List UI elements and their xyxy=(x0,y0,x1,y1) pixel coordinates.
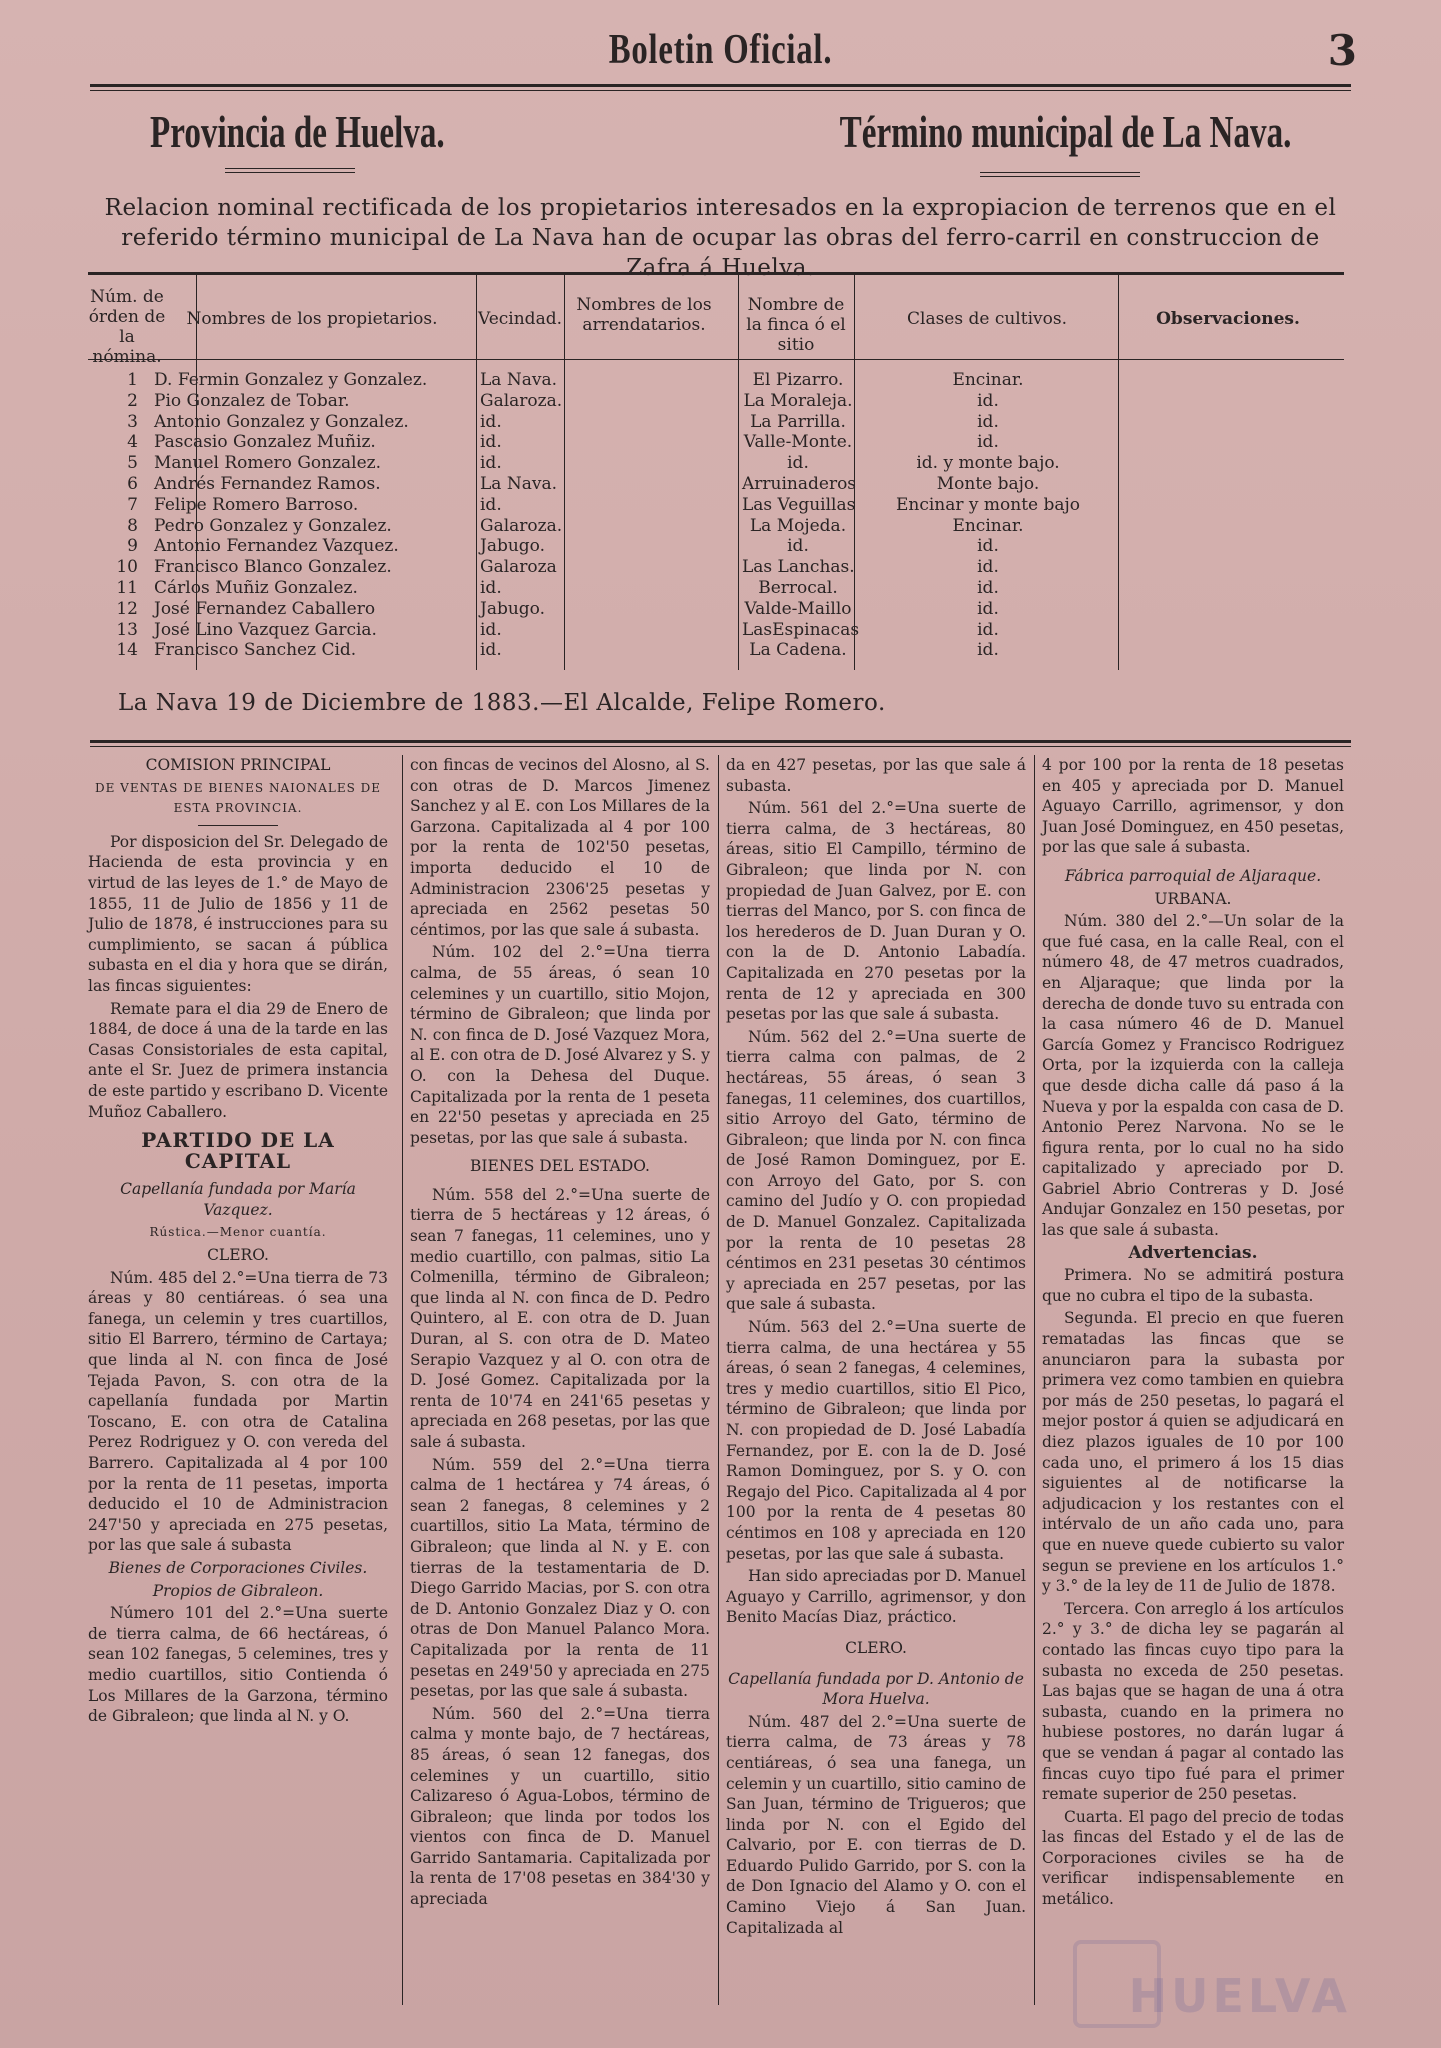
paragraph: con fincas de vecinos del Alosno, al S. con otras de D. Marcos Jimenez Sanchez y al E. con Los Millares de la Garzona. Capitalizada al 4 por 100 por la renta de 102'50 pesetas, importa deducido el 10 de Administracion 2306'25 pesetas y apreciada en 2562 pesetas 50 céntimos, por las que sale á subasta. xyxy=(410,756,710,939)
table-cell: Encinar y monte bajo xyxy=(895,494,1081,515)
subsection-heading: Bienes de Corporaciones Civiles. xyxy=(108,1558,368,1577)
table-cell: id. xyxy=(480,494,502,515)
paragraph: Remate para el dia 29 de Enero de 1884, de doce á una de la tarde en las Casas Consistoriales de esta capital, ante el Sr. Juez de primera instancia de este partido y escribano D. Vicente Muñoz Caballero. xyxy=(88,999,388,1121)
section-heading: PARTIDO DE LA CAPITAL xyxy=(141,1128,335,1173)
table-cell: Andrés Fernandez Ramos. xyxy=(154,474,381,494)
paragraph: Segunda. El precio en que fueren rematadas las fincas que se anunciaron para la subasta por primera vez como tambien en quiebra por más de 250 pesetas, lo pagará el mejor postor á quien se adjudicará en diez plazos iguales de 10 por 100 cada uno, el primero á los 15 dias siguientes al de notificarse la adjudicacion y los restantes con el intérvalo de un año cada uno, para que en nueve quede cubierto su valor segun se previene en los artículos 1.° y 3.° de la ley de 11 de Julio de 1878. xyxy=(1042,1309,1344,1596)
ornament-rule-left xyxy=(225,168,355,173)
table-cell: Pedro Gonzalez y Gonzalez. xyxy=(154,515,392,536)
table-header xyxy=(88,272,1344,367)
paragraph: Número 101 del 2.°=Una suerte de tierra calma, de 66 hectáreas, ó sean 102 fanegas, 5 celemines, tres y medio cuartillos, sitio Contienda ó Los Millares de la Garzona, término de Gibraleon; que linda al N. y O. xyxy=(88,1604,388,1726)
owners-table xyxy=(88,272,1344,680)
subsection-heading: Propios de Gibraleon. xyxy=(152,1581,324,1600)
archive-watermark: HUELVA xyxy=(1128,1969,1351,2023)
table-cell: La Nava. xyxy=(480,474,557,494)
paragraph: da en 427 pesetas, por las que sale á subasta. xyxy=(726,756,1026,795)
table-cell xyxy=(568,516,728,536)
table-cell: Jabugo. xyxy=(480,598,546,619)
column-2 xyxy=(410,755,710,2005)
table-cell xyxy=(568,495,728,515)
subsection-heading: Rústica.—Menor cuantía. xyxy=(149,1225,327,1240)
section-rule xyxy=(90,740,1351,747)
paragraph: Núm. 102 del 2.°=Una tierra calma, de 55 áreas, ó sean 10 celemines y un cuartillo, sitio Mojon, término de Gibraleon; que linda por N. con finca de D. José Vazquez Mora, al E. con otra de D. José Alvarez y S. y O. con la Dehesa del Duque. Capitalizada por la renta de 1 peseta en 22'50 pesetas y apreciada en 25 pesetas, por las que sale á subasta. xyxy=(410,943,710,1147)
table-cell: José Fernandez Caballero xyxy=(154,598,376,619)
table-cell xyxy=(568,474,728,494)
table-cell: Manuel Romero Gonzalez. xyxy=(154,453,382,474)
table-cell: D. Fermin Gonzalez y Gonzalez. xyxy=(154,370,428,390)
table-cell: La Parrilla. xyxy=(750,411,846,432)
column-4 xyxy=(1042,755,1344,2005)
page-header xyxy=(90,22,1357,80)
col-header-tenants: Nombres de los arrendatarios. xyxy=(576,295,712,335)
table-cell: id. xyxy=(977,390,999,411)
table-cell: id. xyxy=(480,453,502,474)
table-cell xyxy=(568,599,728,619)
subsection-heading: BIENES DEL ESTADO. xyxy=(470,1157,650,1176)
table-cell: La Moraleja. xyxy=(743,390,853,411)
subsection-heading: Capellanía fundada por D. Antonio de Mora Huelva. xyxy=(728,1669,1024,1709)
table-cell: Pio Gonzalez de Tobar. xyxy=(154,390,350,411)
paragraph: Núm. 558 del 2.°=Una suerte de tierra de 5 hectáreas y 12 áreas, ó sean 7 fanegas, 11 celemines, uno y medio cuartillo, con palmas, sitio La Colmenilla, término de Gibraleon; que linda al N. con finca de D. Pedro Quintero, al E. con otra de D. Juan Duran, al S. con otra de D. Mateo Serapio Vazquez y al O. con otra de D. José Gomez. Capitalizada por la renta de 10'74 en 241'65 pesetas y apreciada en 268 pesetas, por las que sale á subasta. xyxy=(410,1185,710,1451)
municipality-heading: Término municipal de La Nava. xyxy=(839,106,1291,157)
paragraph: Núm. 485 del 2.°=Una tierra de 73 áreas y 80 centiáreas. ó sea una fanega, un celemin y tres cuartillos, sitio El Barrero, término de Cartaya; que linda al N. con finca de José Tejada Pavon, S. con otra de la capellanía fundada por Martin Toscano, E. con otra de Catalina Perez Rodriguez y O. con vereda del Barrero. Capitalizada al 4 por 100 por la renta de 11 pesetas, importa deducido el 10 de Administracion 247'50 y apreciada en 275 pesetas, por las que sale á subasta xyxy=(88,1268,388,1555)
subsection-heading: CLERO. xyxy=(207,1246,269,1265)
table-cell: La Mojeda. xyxy=(749,515,847,536)
table-cell xyxy=(568,620,728,640)
table-cell: id. xyxy=(977,598,999,619)
table-cell: El Pizarro. xyxy=(752,370,844,390)
table-cell: 3 xyxy=(127,411,138,432)
paragraph: 4 por 100 por la renta de 18 pesetas en 405 y apreciada por D. Manuel Aguayo Carrillo, agrimensor, y don Juan José Dominguez, en 450 pesetas, por las que sale á subasta. xyxy=(1042,756,1344,857)
col-header-owners: Nombres de los propietarios. xyxy=(186,309,438,329)
table-cell: Jabugo. xyxy=(480,536,546,557)
table-cell: 11 xyxy=(116,578,138,598)
col-header-crops: Clases de cultivos. xyxy=(907,309,1067,329)
paragraph: Núm. 563 del 2.°=Una suerte de tierra calma, de una hectárea y 55 áreas, ó sean 2 fanegas, 4 celemines, tres y medio cuartillos, sitio El Pico, término de Gibraleon; que linda por N. con propiedad de D. José Labadía Fernandez, por E. con la de D. José Ramon Dominguez, por S. y O. con Regajo del Pico. Capitalizada al 4 por 100 por la renta de 4 pesetas 80 céntimos en 108 y apreciada en 120 pesetas, por las que sale á subasta. xyxy=(726,1318,1026,1563)
paragraph: Primera. No se admitirá postura que no cubra el tipo de la subasta. xyxy=(1042,1266,1344,1305)
table-cell: 14 xyxy=(116,640,138,661)
table-cell xyxy=(568,370,728,390)
subsection-heading: URBANA. xyxy=(1154,889,1232,908)
table-cell: id. xyxy=(977,536,999,557)
table-cell: 13 xyxy=(116,619,138,640)
subsection-heading: CLERO. xyxy=(845,1638,907,1657)
province-heading: Provincia de Huelva. xyxy=(150,106,445,157)
table-cell: id. xyxy=(977,578,999,598)
table-cell: id. xyxy=(787,536,809,557)
table-cell: Las Lanchas. xyxy=(742,557,855,578)
table-cell xyxy=(568,578,728,598)
col-header-residence: Vecindad. xyxy=(478,309,562,329)
table-cell: id. xyxy=(480,432,502,453)
column-1 xyxy=(88,755,388,2005)
table-cell: Encinar. xyxy=(952,515,1024,536)
publication-title: Boletin Oficial. xyxy=(608,27,833,73)
paragraph: Núm. 560 del 2.°=Una tierra calma y monte bajo, de 7 hectáreas, 85 áreas, ó sean 12 fanegas, dos celemines y un cuartillo, sitio Calizareso ó Agua-Lobos, término de Gibraleon; que linda por todos los vientos con finca de D. Manuel Garrido Santamaria. Capitalizada por la renta de 17'08 pesetas en 384'30 y apreciada xyxy=(410,1704,710,1909)
signature-line: La Nava 19 de Diciembre de 1883.—El Alcalde, Felipe Romero. xyxy=(118,690,886,716)
col-header-observations: Observaciones. xyxy=(1156,309,1300,329)
subsection-heading: Capellanía fundada por María Vazquez. xyxy=(120,1180,356,1219)
table-cell xyxy=(568,432,728,452)
table-cell: 5 xyxy=(127,453,138,474)
table-cell: 2 xyxy=(127,390,138,411)
subsection-heading: Fábrica parroquial de Aljaraque. xyxy=(1064,866,1322,885)
col-header-number: Núm. de órden de la nómina. xyxy=(88,287,166,367)
table-cell: id. xyxy=(977,640,999,661)
paragraph: Cuarta. El pago del precio de todas las fincas del Estado y el de las de Corporaciones civiles se ha de verificar indispensablemente en metálico. xyxy=(1042,1807,1344,1909)
table-cell: 8 xyxy=(127,515,138,536)
paragraph: Núm. 562 del 2.°=Una suerte de tierra calma con palmas, de 2 hectáreas, 55 áreas, ó sean 3 fanegas, 11 celemines, dos cuartillos, sitio Arroyo del Gato, término de Gibraleon; que linda por N. con finca de José Ramon Dominguez, por E. con Arroyo del Gato, por S. con camino del Judío y O. con propiedad de D. Manuel Gonzalez. Capitalizada por la renta de 10 pesetas 28 céntimos en 231 pesetas 30 céntimos y apreciada en 257 pesetas, por las que sale á subasta. xyxy=(726,1027,1026,1314)
table-cell: Valle-Monte. xyxy=(743,432,853,453)
table-body xyxy=(88,360,1344,680)
table-cell: Encinar. xyxy=(952,370,1024,390)
table-cell: 7 xyxy=(127,494,138,515)
table-cell: Galaroza. xyxy=(480,515,563,536)
table-cell xyxy=(568,453,728,473)
paragraph: Tercera. Con arreglo á los artículos 2.° y 3.° de dicha ley se pagarán al contado las fincas cuyo tipo para la subasta no exceda de 250 pesetas. Las bajas que se hagan de una á otra subasta, cuando en la primera no hubiese postores, no darán lugar á que se vendan á pagar al contado las fincas cuyo tipo fué para el primer remate superior de 250 pesetas. xyxy=(1042,1599,1344,1804)
ornament-rule-right xyxy=(980,172,1140,177)
intro-paragraph: Relacion nominal rectificada de los propietarios interesados en la expropiacion de terrenos que en el referido término municipal de La Nava han de ocupar las obras del ferro-carril en construccion de Zafra á Huelva. xyxy=(104,195,1337,281)
table-cell: id. xyxy=(480,640,502,661)
table-cell: id. xyxy=(977,432,999,453)
table-cell: id. xyxy=(480,619,502,640)
col-header-estate: Nombre de la finca ó el sitio xyxy=(746,295,846,355)
column-3 xyxy=(726,755,1026,2005)
table-cell: 9 xyxy=(127,536,138,557)
table-cell: Las Veguillas xyxy=(742,494,856,515)
table-cell: id. xyxy=(480,578,502,598)
table-cell: La Nava. xyxy=(480,370,557,390)
table-cell: Antonio Fernandez Vazquez. xyxy=(154,536,399,557)
table-cell: Francisco Sanchez Cid. xyxy=(154,640,357,661)
table-cell: La Cadena. xyxy=(749,640,847,661)
table-cell xyxy=(568,391,728,411)
paragraph: Han sido apreciadas por D. Manuel Aguayo y Carrillo, agrimensor, y don Benito Macías Diaz, práctico. xyxy=(726,1567,1026,1627)
table-cell: LasEspinacas xyxy=(742,619,860,640)
table-cell: Arruinaderos xyxy=(742,474,857,494)
paragraph: Por disposicion del Sr. Delegado de Hacienda de esta provincia y en virtud de las leyes de 1.° de Mayo de 1855, 11 de Julio de 1856 y 11 de Julio de 1878, é instrucciones para su cumplimiento, se sacan á pública subasta en el dia y hora que se dirán, las fincas siguientes: xyxy=(88,832,388,995)
table-cell: id. xyxy=(480,411,502,432)
commission-heading: COMISION PRINCIPAL xyxy=(145,756,331,774)
table-cell: 10 xyxy=(116,557,138,578)
table-cell: id. xyxy=(977,411,999,432)
paragraph: Núm. 487 del 2.°=Una suerte de tierra calma, de 73 áreas y 78 centiáreas, ó sea una fanega, un celemin y un cuartillo, sitio camino de San Juan, término de Trigueros; que linda por N. con el Egido del Calvario, por E. con tierras de D. Eduardo Pulido Garrido, por S. con la de Don Ignacio del Alamo y O. con el Camino Viejo á San Juan. Capitalizada al xyxy=(726,1712,1026,1937)
table-cell: José Lino Vazquez Garcia. xyxy=(154,619,377,640)
paragraph: Núm. 380 del 2.°—Un solar de la que fué casa, en la calle Real, con el número 48, de 47 metros cuadrados, en Aljaraque; que linda por la derecha de donde tuvo su entrada con la casa número 46 de D. Manuel García Gomez y Francisco Rodriguez Orta, por la izquierda con la calleja que desde dicha calle dá paso á la Nueva y por la espalda con casa de D. Antonio Perez Narvona. No se le figura renta, por lo cual no ha sido capitalizado y apreciado por D. Gabriel Abrio Contreras y D. José Andujar Gonzalez en 150 pesetas, por las que sale á subasta. xyxy=(1042,912,1345,1240)
commission-subheading: DE VENTAS DE BIENES NAIONALES DE ESTA PROVINCIA. xyxy=(94,780,382,816)
table-cell: 4 xyxy=(127,432,138,453)
table-cell: Galaroza xyxy=(480,557,557,578)
table-cell: Felipe Romero Barroso. xyxy=(154,494,359,515)
table-cell: Valde-Maillo xyxy=(744,598,852,619)
columns-area xyxy=(88,755,1344,2005)
table-cell: 12 xyxy=(116,598,138,619)
table-cell: id. xyxy=(977,557,999,578)
table-cell xyxy=(568,640,728,660)
table-cell: Berrocal. xyxy=(758,578,838,598)
table-cell: id. xyxy=(977,619,999,640)
table-cell: 1 xyxy=(127,370,138,390)
table-cell: Cárlos Muñiz Gonzalez. xyxy=(154,578,358,598)
paragraph: Núm. 559 del 2.°=Una tierra calma de 1 hectárea y 74 áreas, ó sean 2 fanegas, 8 celemines y 2 cuartillos, sitio La Mata, término de Gibraleon; que linda al N. y E. con tierras de la testamentaria de D. Diego Garrido Macias, por S. con otra de D. Antonio Gonzalez Diaz y O. con otras de Don Manuel Palanco Mora. Capitalizada por la renta de 11 pesetas en 249'50 y apreciada en 275 pesetas, por las que sale á subasta. xyxy=(410,1455,710,1701)
table-cell: Monte bajo. xyxy=(936,474,1040,494)
headings-row xyxy=(90,105,1351,165)
table-cell: id. xyxy=(787,453,809,474)
warnings-heading: Advertencias. xyxy=(1128,1242,1258,1263)
header-rule xyxy=(90,84,1351,91)
table-cell: Pascasio Gonzalez Muñiz. xyxy=(154,432,376,453)
table-cell: Galaroza. xyxy=(480,390,563,411)
paragraph: Núm. 561 del 2.°=Una suerte de tierra calma, de 3 hectáreas, 80 áreas, sitio El Campillo, término de Gibraleon; que linda por N. con propiedad de Juan Galvez, por E. con tierras del Manco, por S. con finca de los herederos de D. Juan Duran y O. con la de D. Antonio Labadía. Capitalizada en 270 pesetas por la renta de 12 y apreciada en 300 pesetas por las que sale á subasta. xyxy=(726,799,1026,1024)
table-cell: id. y monte bajo. xyxy=(916,453,1060,474)
table-cell xyxy=(568,536,728,556)
page-number: 3 xyxy=(1327,26,1357,75)
table-cell xyxy=(568,412,728,432)
table-cell: Antonio Gonzalez y Gonzalez. xyxy=(154,411,409,432)
table-cell xyxy=(568,557,728,577)
table-cell: 6 xyxy=(127,474,138,494)
table-cell: Francisco Blanco Gonzalez. xyxy=(154,557,392,578)
